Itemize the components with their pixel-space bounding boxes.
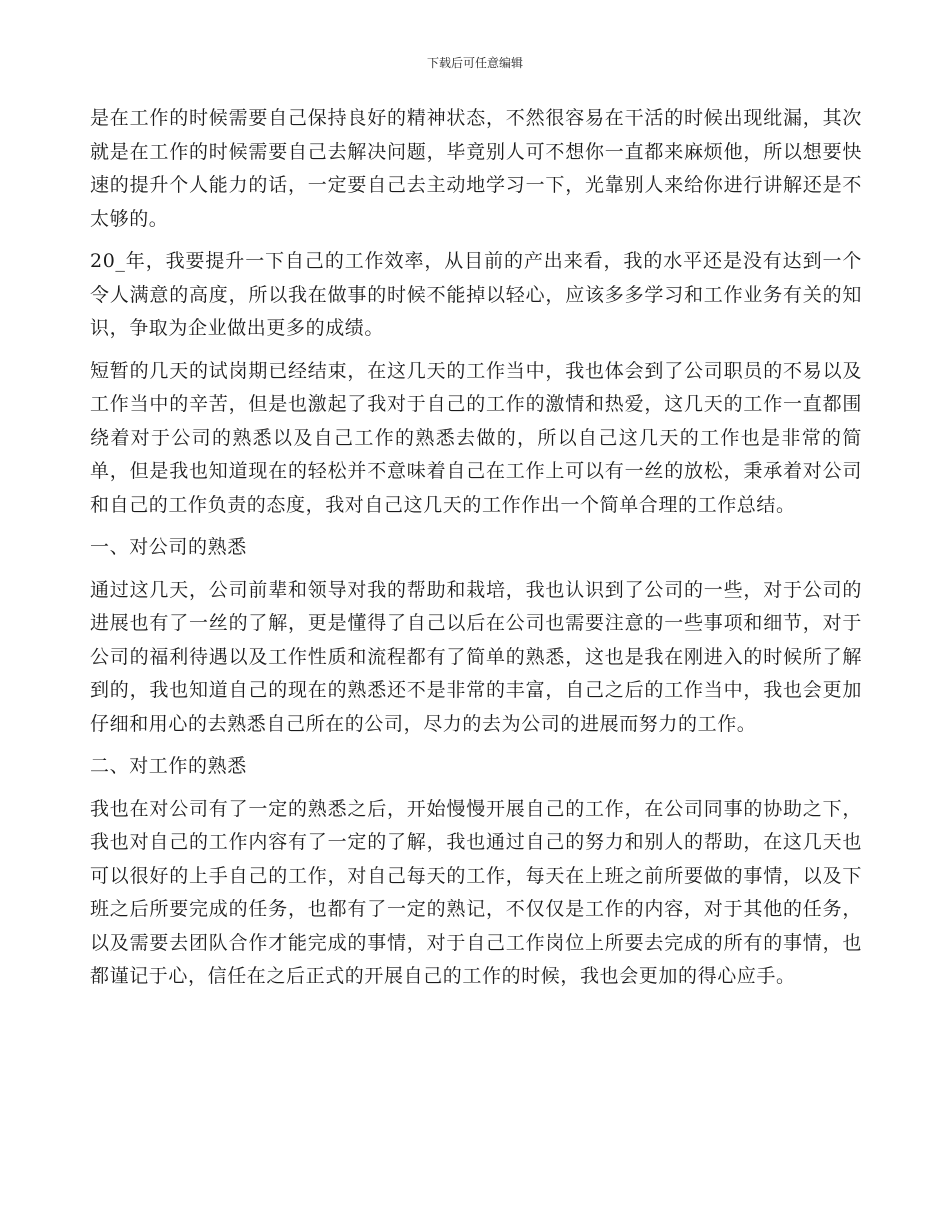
section-heading-company: 一、对公司的熟悉 (90, 536, 247, 558)
page-header: 下载后可任意编辑 (426, 56, 523, 70)
paragraph-4: 通过这几天，公司前辈和领导对我的帮助和栽培，我也认识到了公司的一些，对于公司的进展也有了一丝的了解，更是懂得了自己以后在公司也需要注意的一些事项和细节，对于公司的福利待遇以及工作性质和流程都有了简单的熟悉，这也是我在刚进入的时候所了解到的，我也知道自己的现在的熟悉还不是非常的丰富，自己之后的工作当中，我也会更加仔细和用心的去熟悉自己所在的公司，尽力的去为公司的进展而努力的工作。 (90, 578, 862, 735)
paragraph-5: 我也在对公司有了一定的熟悉之后，开始慢慢开展自己的工作，在公司同事的协助之下，我也对自己的工作内容有了一定的了解，我也通过自己的努力和别人的帮助，在这几天也可以很好的上手自己的工作，对自己每天的工作，每天在上班之前所要做的事情，以及下班之后所要完成的任务，也都有了一定的熟记，不仅仅是工作的内容，对于其他的任务，以及需要去团队合作才能完成的事情，对于自己工作岗位上所要去完成的所有的事情，也都谨记于心，信任在之后正式的开展自己的工作的时候，我也会更加的得心应手。 (90, 797, 862, 987)
paragraph-3: 短暂的几天的试岗期已经结束，在这几天的工作当中，我也体会到了公司职员的不易以及工作当中的辛苦，但是也激起了我对于自己的工作的激情和热爱，这几天的工作一直都围绕着对于公司的熟悉以及自己工作的熟悉去做的，所以自己这几天的工作也是非常的简单，但是我也知道现在的轻松并不意味着自己在工作上可以有一丝的放松，秉承着对公司和自己的工作负责的态度，我对自己这几天的工作作出一个简单合理的工作总结。 (90, 359, 862, 516)
paragraph-1: 是在工作的时候需要自己保持良好的精神状态，不然很容易在干活的时候出现纰漏，其次就是在工作的时候需要自己去解决问题，毕竟别人可不想你一直都来麻烦他，所以想要快速的提升个人能力的话，一定要自己去主动地学习一下，光靠别人来给你进行讲解还是不太够的。 (90, 107, 862, 230)
document-body (90, 102, 862, 1003)
paragraph-2: 20_年，我要提升一下自己的工作效率，从目前的产出来看，我的水平还是没有达到一个令人满意的高度，所以我在做事的时候不能掉以轻心，应该多多学习和工作业务有关的知识，争取为企业做出更多的成绩。 (90, 250, 862, 339)
section-heading-work: 二、对工作的熟悉 (90, 755, 247, 777)
